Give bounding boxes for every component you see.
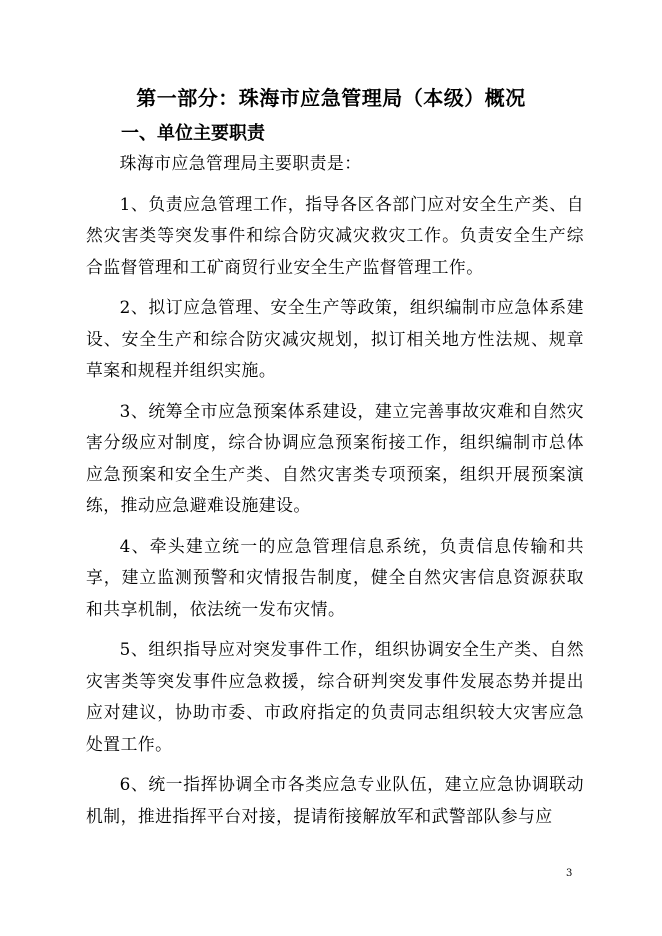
document-body <box>86 148 584 832</box>
duty-item-2: 2、拟订应急管理、安全生产等政策，组织编制市应急体系建设、安全生产和综合防灾减灾规划，拟订相关地方性法规、规章草案和规程并组织实施。 <box>86 297 584 380</box>
intro-paragraph: 珠海市应急管理局主要职责是： <box>119 153 362 173</box>
duty-item-6: 6、统一指挥协调全市各类应急专业队伍，建立应急协调联动机制，推进指挥平台对接，提请衔接解放军和武警部队参与应 <box>86 774 584 826</box>
duty-item-5: 5、组织指导应对突发事件工作，组织协调安全生产类、自然灾害类等突发事件应急救援，综合研判突发事件发展态势并提出应对建议，协助市委、市政府指定的负责同志组织较大灾害应急处置工作。 <box>86 639 584 754</box>
duty-item-3: 3、统筹全市应急预案体系建设，建立完善事故灾难和自然灾害分级应对制度，综合协调应急预案衔接工作，组织编制市总体应急预案和安全生产类、自然灾害类专项预案，组织开展预案演练，推动应急避难设施建设。 <box>86 400 584 515</box>
page-number: 3 <box>566 868 573 879</box>
duty-item-4: 4、牵头建立统一的应急管理信息系统，负责信息传输和共享，建立监测预警和灾情报告制度，健全自然灾害信息资源获取和共享机制，依法统一发布灾情。 <box>86 535 584 619</box>
duty-item-1: 1、负责应急管理工作，指导各区各部门应对安全生产类、自然灾害类等突发事件和综合防灾减灾救灾工作。负责安全生产综合监督管理和工矿商贸行业安全生产监督管理工作。 <box>86 193 584 277</box>
section-heading: 一、单位主要职责 <box>121 123 265 144</box>
document-title: 第一部分：珠海市应急管理局（本级）概况 <box>136 86 526 110</box>
